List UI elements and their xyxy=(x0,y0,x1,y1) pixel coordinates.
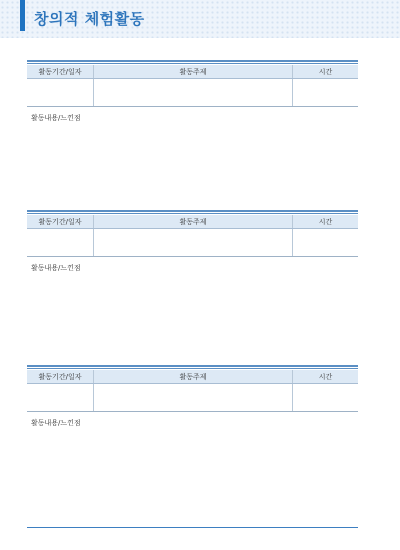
column-header-topic: 활동주제 xyxy=(94,370,293,383)
section-top-rule xyxy=(27,210,358,214)
topic-field[interactable] xyxy=(94,229,293,256)
activity-section-2 xyxy=(27,210,358,273)
content-label: 활동내용/느낀점 xyxy=(31,264,81,272)
time-field[interactable] xyxy=(293,79,358,106)
period-field[interactable] xyxy=(27,79,94,106)
section-top-rule xyxy=(27,365,358,369)
activity-section-3 xyxy=(27,365,358,428)
time-field[interactable] xyxy=(293,384,358,411)
column-header-period: 활동기간/일자 xyxy=(27,215,94,228)
content-label: 활동내용/느낀점 xyxy=(31,419,81,427)
page-bottom-rule xyxy=(27,527,358,528)
activity-section-1 xyxy=(27,60,358,123)
time-field[interactable] xyxy=(293,229,358,256)
period-field[interactable] xyxy=(27,229,94,256)
table-header-row xyxy=(27,370,358,384)
column-header-period: 활동기간/일자 xyxy=(27,65,94,78)
column-header-time: 시간 xyxy=(318,372,333,381)
table-header-row xyxy=(27,65,358,79)
table-body-row xyxy=(27,229,358,257)
topic-field[interactable] xyxy=(94,79,293,106)
page-header xyxy=(0,0,400,38)
page-title: 창의적 체험활동 xyxy=(34,10,145,28)
column-header-time: 시간 xyxy=(318,217,333,226)
content-label: 활동내용/느낀점 xyxy=(31,114,81,122)
column-header-topic: 활동주제 xyxy=(94,65,293,78)
period-field[interactable] xyxy=(27,384,94,411)
header-accent-bar xyxy=(20,0,25,31)
table-body-row xyxy=(27,384,358,412)
topic-field[interactable] xyxy=(94,384,293,411)
column-header-topic: 활동주제 xyxy=(94,215,293,228)
table-header-row xyxy=(27,215,358,229)
column-header-period: 활동기간/일자 xyxy=(27,370,94,383)
section-top-rule xyxy=(27,60,358,64)
table-body-row xyxy=(27,79,358,107)
column-header-time: 시간 xyxy=(318,67,333,76)
